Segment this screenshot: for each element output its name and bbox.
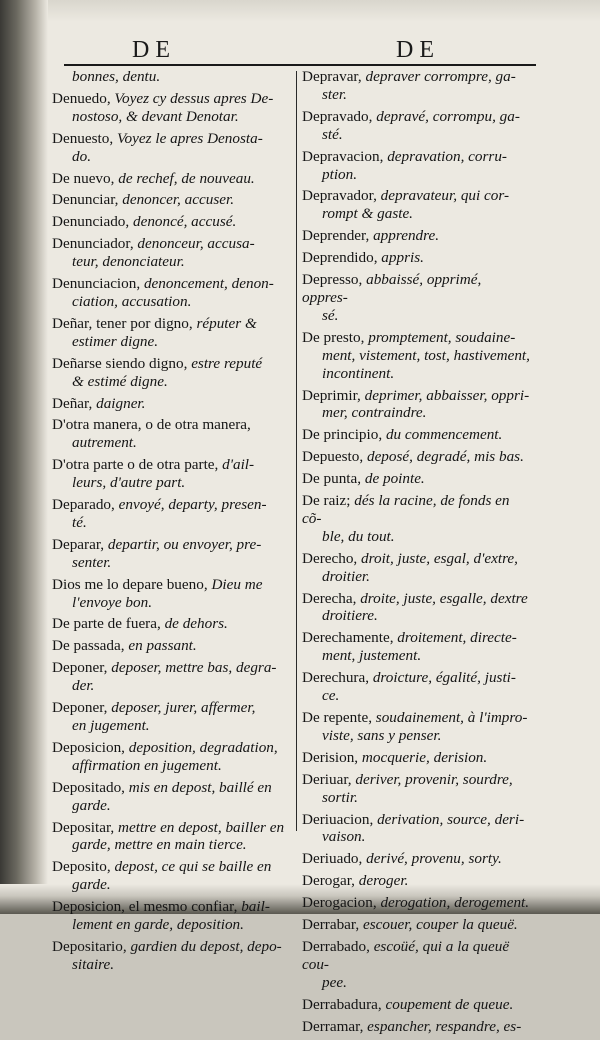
entry-headword: Deriuado, (302, 850, 367, 868)
entry-definition: deposer, jurer, affermer, (111, 699, 256, 717)
entry-continuation: en jugement. (72, 717, 150, 734)
entry-continuation: ce. (322, 687, 340, 705)
entry-definition: droitement, directe- (397, 629, 517, 647)
entry-continuation: & estimé digne. (72, 372, 168, 390)
entry-continuation: nostoso, & devant Denotar. (72, 107, 239, 125)
entry-definition: derivation, source, deri- (377, 810, 525, 828)
dictionary-entry (302, 996, 530, 1014)
entry-definition: droit, juste, esgal, d'extre, (361, 549, 518, 567)
entry-headword: Depuesto, (302, 448, 367, 466)
dictionary-entry (302, 749, 530, 767)
entry-definition: Voyez cy dessus apres De- (114, 89, 274, 107)
entry-headword: Derision, (302, 748, 362, 766)
entry-definition: réputer & (196, 314, 257, 332)
entry-continuation: do. (72, 147, 91, 165)
entry-headword: Deñar, tener por digno, (52, 314, 197, 332)
entry-definition: droite, juste, esgalle, dextre (360, 589, 528, 607)
dictionary-entry (302, 108, 530, 144)
entry-headword: De raiz; (302, 492, 355, 510)
dictionary-entry (52, 130, 288, 166)
dictionary-entry (52, 170, 288, 188)
entry-headword: D'otra parte o de otra parte, (52, 456, 223, 474)
dictionary-entry (52, 496, 288, 532)
entry-continuation: ment, vistement, tost, hastivement, incontinent. (322, 346, 530, 382)
entry-headword: Deñarse siendo digno, (52, 354, 192, 372)
entry-definition: deriver, provenir, sourdre, (355, 770, 513, 788)
entry-spacer (52, 974, 288, 978)
entry-headword: Deprimir, (302, 386, 365, 404)
header-rule (64, 64, 536, 66)
entry-definition: deposition, degradation, (128, 738, 278, 756)
entry-definition: du commencement. (385, 426, 503, 444)
dictionary-entry (52, 355, 288, 391)
dictionary-entry (52, 235, 288, 271)
entry-headword: Denunciar, (52, 191, 123, 209)
entry-definition: escoüé, qui a la queuë cou- (302, 937, 510, 973)
entry-headword: Derrabado, (302, 937, 374, 955)
dictionary-entry (52, 456, 288, 492)
entry-definition: derivé, provenu, sorty. (366, 850, 502, 868)
entry-continuation: pee. (322, 973, 347, 991)
entry-continuation: sé. (322, 306, 339, 324)
dictionary-entry (52, 275, 288, 311)
entry-headword: Deponer, (52, 659, 112, 677)
entry-definition: denoncé, accusé. (132, 213, 237, 231)
dictionary-entry (52, 659, 288, 695)
dictionary-entry (52, 315, 288, 351)
entry-continuation: garde, mettre en main tierce. (72, 836, 247, 854)
entry-continuation: der. (72, 677, 95, 695)
entry-definition: depravé, corrompu, ga- (376, 107, 520, 125)
right-column (302, 68, 530, 1040)
dictionary-entry (302, 448, 530, 466)
entry-headword: Depravado, (302, 107, 377, 125)
dictionary-entry (302, 148, 530, 184)
dictionary-entry (52, 395, 288, 413)
entry-definition: depost, ce qui se baille en (114, 858, 272, 876)
entry-headword: Denunciador, (52, 235, 138, 253)
entry-headword: Derogar, (302, 872, 359, 890)
dictionary-entry (302, 470, 530, 488)
entry-headword: Denuesto, (52, 129, 117, 147)
entry-continuation: viste, sans y penser. (322, 726, 442, 744)
dictionary-entry (52, 68, 288, 86)
entry-continuation: leurs, d'autre part. (72, 474, 186, 492)
entry-definition: mis en depost, baillé en (128, 778, 272, 796)
entry-headword: Deparar, (52, 535, 108, 553)
dictionary-entry (52, 213, 288, 231)
entry-definition: gardien du depost, depo- (130, 937, 282, 955)
dictionary-entry (52, 819, 288, 855)
entry-definition: deposé, degradé, mis bas. (366, 448, 524, 466)
column-divider (296, 71, 297, 831)
dictionary-entry (302, 68, 530, 104)
entry-headword: Deponer, (52, 699, 112, 717)
entry-continuation: estimer digne. (72, 332, 159, 350)
entry-definition: bonnes, dentu. (72, 68, 161, 85)
entry-definition: deposer, mettre bas, degra- (111, 659, 277, 677)
entry-headword: Deposicion, el mesmo confiar, (52, 898, 242, 916)
entry-continuation: mer, contraindre. (322, 404, 427, 422)
entry-headword: Depositado, (52, 778, 129, 796)
entry-definition: dés la racine, de fonds en cõ- (302, 492, 510, 527)
dictionary-entry (302, 426, 530, 444)
dictionary-entry (302, 249, 530, 267)
entry-spacer (302, 1036, 530, 1040)
entry-continuation: vaison. (322, 828, 366, 846)
dictionary-entry (302, 850, 530, 868)
entry-headword: Depositar, (52, 818, 119, 836)
entry-headword: Deñar, (52, 394, 97, 412)
entry-headword: Deposito, (52, 858, 115, 876)
entry-headword: Deparado, (52, 496, 119, 514)
entry-definition: Voyez le apres Denosta- (116, 129, 263, 147)
entry-headword: Denunciado, (52, 213, 133, 231)
page-gutter-shadow (0, 0, 48, 914)
entry-continuation: droitier. (322, 567, 370, 585)
entry-continuation: sortir. (322, 788, 358, 806)
dictionary-entry (302, 227, 530, 245)
entry-continuation: droitiere. (322, 607, 378, 625)
entry-continuation: ster. (322, 85, 347, 103)
entry-headword: De principio, (302, 426, 386, 444)
running-head-left: DE (132, 37, 176, 63)
entry-definition: Dieu me (211, 575, 263, 593)
dictionary-entry (52, 637, 288, 655)
entry-definition: envoyé, departy, presen- (118, 496, 267, 514)
entry-definition: soudainement, à l'impro- (375, 709, 528, 726)
entry-definition: escouer, couper la queuë. (362, 916, 518, 934)
dictionary-entry (302, 187, 530, 223)
entry-headword: De passada, (52, 637, 129, 655)
dictionary-entry (302, 1018, 530, 1036)
entry-headword: Derrabadura, (302, 995, 386, 1013)
entry-definition: de rechef, de nouveau. (118, 169, 255, 187)
dictionary-entry (302, 550, 530, 586)
entry-continuation: ciation, accusation. (72, 292, 192, 310)
entry-definition: espancher, respandre, es- (367, 1017, 522, 1035)
entry-headword: Depositario, (52, 937, 131, 955)
entry-definition: droicture, égalité, justi- (372, 669, 516, 687)
entry-continuation: ble, du tout. (322, 527, 395, 545)
entry-headword: Derecho, (302, 549, 362, 567)
entry-headword: De nuevo, (52, 169, 119, 187)
entry-headword: Derechura, (302, 669, 373, 687)
entry-headword: De presto, (302, 328, 369, 346)
dictionary-entry (52, 576, 288, 612)
entry-headword: Deprendido, (302, 249, 382, 267)
dictionary-entry (302, 872, 530, 890)
dictionary-entry (302, 709, 530, 745)
entry-definition: denonceur, accusa- (137, 235, 255, 253)
entry-headword: Derrabar, (302, 916, 363, 934)
dictionary-entry (302, 669, 530, 705)
entry-headword: Denuedo, (52, 89, 115, 107)
entry-definition: promptement, soudaine- (368, 328, 516, 346)
page-top-shadow (0, 0, 600, 22)
entry-definition: depraver corrompre, ga- (365, 68, 516, 85)
dictionary-entry (302, 894, 530, 912)
entry-headword: Derechamente, (302, 629, 398, 647)
dictionary-entry (52, 90, 288, 126)
dictionary-entry (302, 387, 530, 423)
entry-continuation: teur, denonciateur. (72, 253, 185, 271)
entry-headword: Dios me lo depare bueno, (52, 575, 212, 593)
entry-continuation: rompt & gaste. (322, 205, 413, 223)
dictionary-entry (302, 811, 530, 847)
entry-definition: coupement de queue. (385, 995, 514, 1013)
entry-definition: d'ail- (222, 456, 255, 474)
dictionary-entry (52, 615, 288, 633)
dictionary-entry (52, 699, 288, 735)
entry-headword: Deriuar, (302, 770, 356, 788)
dictionary-entry (52, 938, 288, 974)
left-column (52, 68, 288, 978)
running-head-right: DE (396, 37, 440, 63)
entry-continuation: autrement. (72, 434, 137, 452)
dictionary-entry (52, 858, 288, 894)
dictionary-entry (302, 938, 530, 992)
dictionary-entry (52, 191, 288, 209)
entry-continuation: sitaire. (72, 955, 115, 973)
entry-headword: Depravar, (302, 68, 366, 85)
dictionary-entry (302, 492, 530, 546)
entry-continuation: garde. (72, 796, 111, 814)
entry-headword: Derramar, (302, 1017, 368, 1035)
dictionary-entry (302, 590, 530, 626)
dictionary-entry (302, 271, 530, 325)
entry-definition: daigner. (96, 394, 146, 412)
dictionary-entry (302, 329, 530, 383)
entry-continuation: l'envoye bon. (72, 593, 152, 611)
dictionary-entry (52, 898, 288, 934)
entry-headword: Derogacion, (302, 894, 381, 912)
entry-continuation: ment, justement. (322, 647, 422, 665)
entry-definition: bail- (241, 898, 270, 916)
entry-continuation: affirmation en jugement. (72, 756, 222, 774)
entry-definition: depravateur, qui cor- (380, 187, 510, 205)
entry-headword: De repente, (302, 709, 376, 726)
entry-headword: Depravador, (302, 187, 381, 205)
entry-continuation: ption. (322, 165, 358, 183)
entry-continuation: senter. (72, 553, 112, 571)
entry-continuation: té. (72, 513, 87, 531)
entry-definition: de pointe. (364, 470, 425, 488)
dictionary-entry (302, 916, 530, 934)
entry-definition: appris. (381, 249, 424, 267)
entry-definition: denoncement, denon- (143, 275, 274, 293)
entry-continuation: garde. (72, 876, 111, 894)
entry-definition: en passant. (128, 637, 197, 655)
entry-definition: derogation, derogement. (380, 894, 530, 912)
entry-definition: deprimer, abbaisser, oppri- (364, 386, 530, 404)
dictionary-entry (302, 771, 530, 807)
dictionary-entry (302, 629, 530, 665)
entry-headword: Deprender, (302, 227, 374, 245)
entry-definition: denoncer, accuser. (122, 191, 234, 209)
entry-definition: apprendre. (373, 227, 440, 245)
entry-headword: Depravacion, (302, 147, 388, 165)
entry-continuation: sté. (322, 125, 343, 143)
dictionary-entry (52, 779, 288, 815)
entry-definition: estre reputé (191, 354, 263, 372)
entry-continuation: lement en garde, deposition. (72, 916, 244, 934)
dictionary-entry (52, 416, 288, 452)
entry-headword: Deposicion, (52, 738, 129, 756)
entry-definition: mocquerie, derision. (361, 748, 488, 766)
dictionary-entry (52, 536, 288, 572)
entry-headword: D'otra manera, o de otra manera, (52, 416, 251, 434)
entry-definition: de dehors. (164, 615, 228, 633)
entry-definition: mettre en depost, bailler en (118, 818, 285, 836)
entry-headword: Depresso, (302, 271, 367, 289)
entry-definition: abbaissé, opprimé, oppres- (302, 271, 482, 306)
entry-definition: deroger. (358, 872, 409, 890)
entry-headword: Denunciacion, (52, 275, 144, 293)
entry-headword: Deriuacion, (302, 810, 378, 828)
dictionary-entry (52, 739, 288, 775)
entry-headword: Derecha, (302, 589, 361, 607)
entry-headword: De parte de fuera, (52, 615, 165, 633)
entry-definition: departir, ou envoyer, pre- (107, 535, 262, 553)
entry-definition: depravation, corru- (387, 147, 507, 165)
entry-headword: De punta, (302, 470, 365, 488)
